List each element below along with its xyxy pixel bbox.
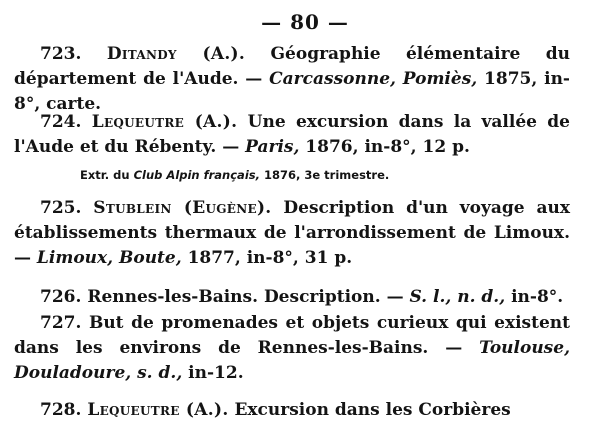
entry-number: 725.	[40, 198, 82, 218]
entry-number: 723.	[40, 44, 82, 64]
entry-author: Stublein (Eugène).	[93, 198, 272, 218]
entry-title: Rennes-les-Bains. Description. —	[81, 287, 410, 307]
entry-title: Une excursion dans la vallée de l'Aude et du Rébenty. —	[14, 112, 570, 157]
entry-details: in-8°.	[505, 287, 564, 307]
entry-publisher: S. l., n. d.,	[409, 287, 506, 307]
entry-title: Description d'un voyage aux établissements thermaux de l'arrondissement de Limoux. —	[14, 198, 570, 268]
entry-author: Ditandy (A.).	[106, 44, 246, 64]
entry-title: But de promenades et objets curieux qui existent dans les environs de Rennes-les-Bains. —	[14, 313, 570, 358]
entry-details: 1875, in-8°, carte.	[14, 69, 570, 114]
entry-725	[14, 196, 570, 271]
note-prefix: Extr. du	[80, 168, 134, 182]
entry-number: 724.	[40, 112, 82, 132]
entry-number: 726.	[40, 287, 82, 307]
entry-publisher: Toulouse, Douladoure, s. d.,	[14, 338, 570, 383]
entry-number: 727.	[40, 313, 82, 333]
entry-publisher: Limoux, Boute,	[36, 248, 182, 268]
entry-title: Excursion dans les Corbières	[228, 400, 511, 420]
note-source: Club Alpin français,	[133, 168, 260, 182]
entry-author: Lequeutre (A.).	[91, 112, 238, 132]
entry-title: Géographie élémentaire du département de l'Aude. —	[14, 44, 570, 89]
entry-724	[14, 110, 570, 160]
entry-details: 1877, in-8°, 31 p.	[181, 248, 353, 268]
entry-728	[14, 398, 570, 423]
entry-724-note	[80, 168, 389, 182]
entry-details: 1876, in-8°, 12 p.	[299, 137, 470, 157]
entry-723	[14, 42, 570, 117]
entry-author: Lequeutre (A.).	[87, 400, 229, 420]
entry-number: 728.	[40, 400, 82, 420]
entry-details: in-12.	[182, 363, 244, 383]
entry-publisher: Paris,	[245, 137, 300, 157]
entry-727	[14, 311, 570, 386]
note-suffix: 1876, 3e trimestre.	[259, 168, 390, 182]
entry-726	[14, 285, 570, 310]
page-number: — 80 —	[261, 10, 349, 34]
entry-publisher: Carcassonne, Pomiès,	[269, 69, 478, 89]
